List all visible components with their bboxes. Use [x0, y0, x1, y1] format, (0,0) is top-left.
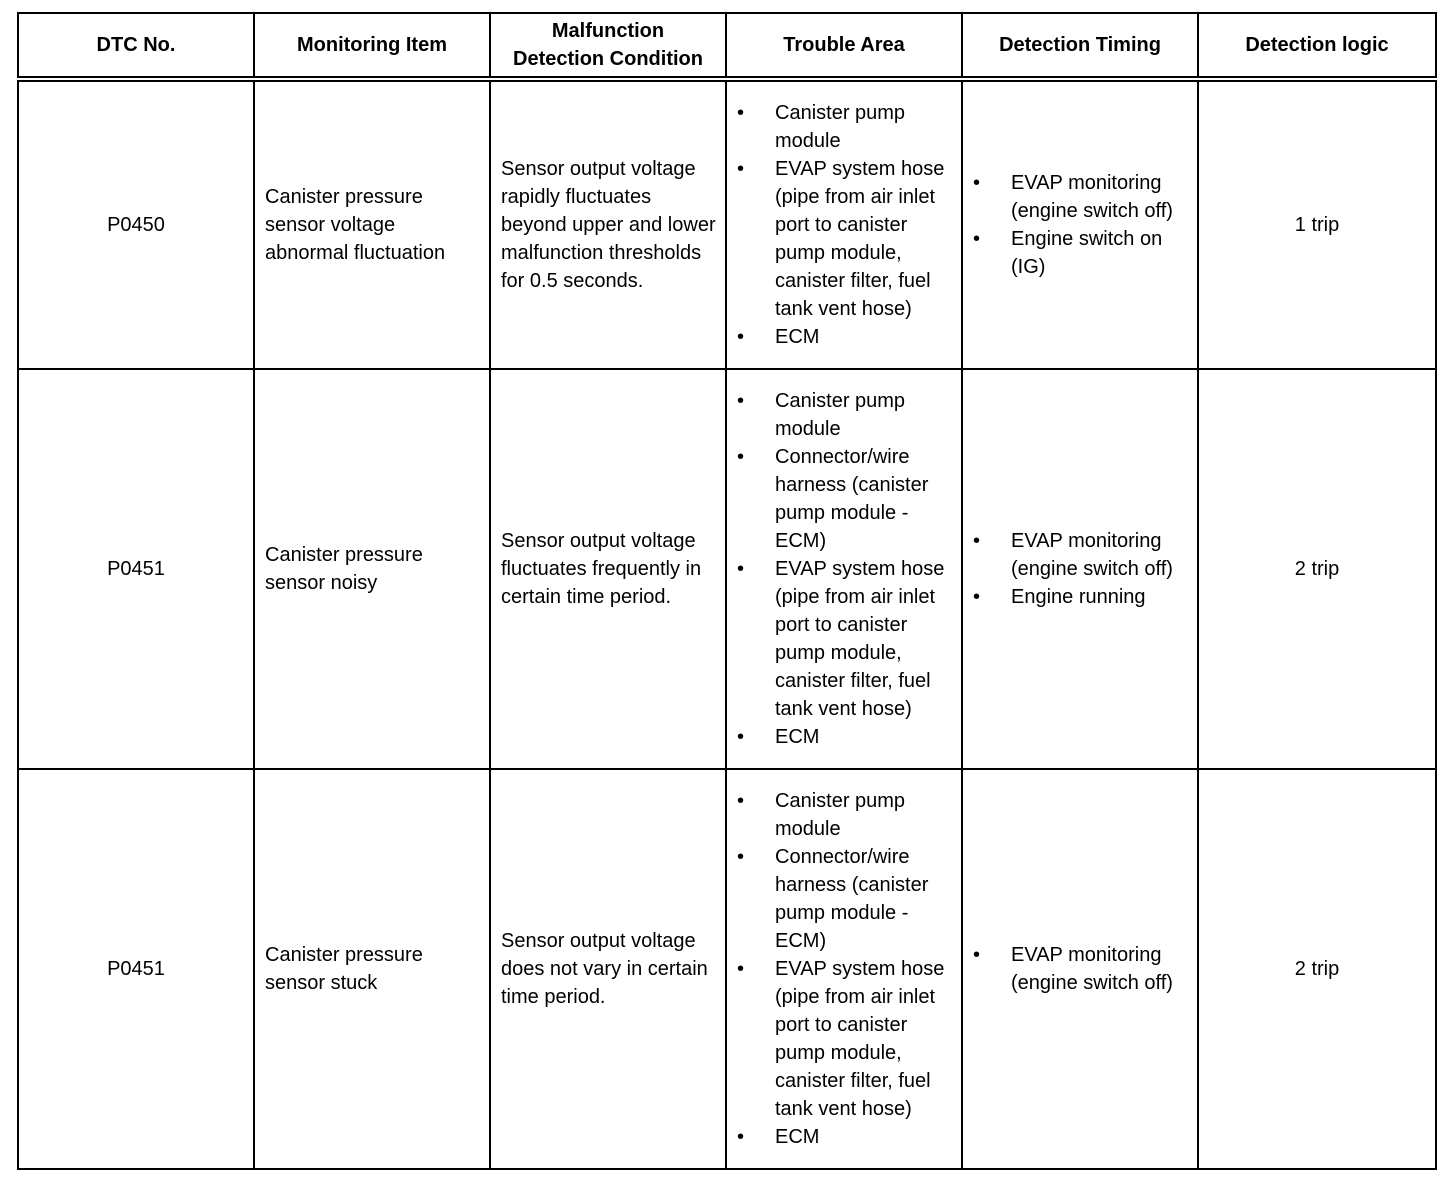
detection-logic-cell: 2 trip — [1198, 769, 1436, 1169]
table-row — [18, 79, 1436, 369]
header-trouble-area: Trouble Area — [726, 13, 962, 79]
list-item: • Canister pump module — [727, 787, 957, 843]
list-item: • ECM — [727, 323, 957, 351]
detection-timing-cell — [962, 769, 1198, 1169]
list-item: • Canister pump module — [727, 387, 957, 443]
list-item: • EVAP monitoring (engine switch off) — [963, 169, 1193, 225]
dtc-cell: P0450 — [18, 79, 254, 369]
detection-condition-cell: Sensor output voltage rapidly fluctuates beyond upper and lower malfunction thresholds for 0.5 seconds. — [490, 79, 726, 369]
dtc-cell: P0451 — [18, 369, 254, 769]
list-item: • EVAP system hose (pipe from air inlet port to canister pump module, canister filter, fuel tank vent hose) — [727, 555, 957, 723]
list-item: • EVAP monitoring (engine switch off) — [963, 941, 1193, 997]
detection-timing-list — [963, 169, 1197, 281]
header-row — [18, 13, 1436, 79]
header-condition-line2: Detection Condition — [513, 48, 703, 70]
header-detection-timing: Detection Timing — [962, 13, 1198, 79]
trouble-area-list — [727, 787, 961, 1151]
detection-timing-list — [963, 527, 1197, 611]
trouble-area-cell — [726, 79, 962, 369]
list-item: • ECM — [727, 1123, 957, 1151]
table-row — [18, 769, 1436, 1169]
monitoring-item-cell: Canister pressure sensor noisy — [254, 369, 490, 769]
detection-condition-cell: Sensor output voltage does not vary in certain time period. — [490, 769, 726, 1169]
detection-logic-cell: 1 trip — [1198, 79, 1436, 369]
list-item: • ECM — [727, 723, 957, 751]
dtc-cell: P0451 — [18, 769, 254, 1169]
detection-timing-list — [963, 941, 1197, 997]
list-item: • Engine switch on (IG) — [963, 225, 1193, 281]
trouble-area-list — [727, 99, 961, 351]
trouble-area-cell — [726, 769, 962, 1169]
trouble-area-cell — [726, 369, 962, 769]
header-condition-line1: Malfunction — [551, 20, 665, 42]
list-item: • Engine running — [963, 583, 1193, 611]
header-detection-logic: Detection logic — [1198, 13, 1436, 79]
trouble-area-list — [727, 387, 961, 751]
table-row — [18, 369, 1436, 769]
monitoring-item-cell: Canister pressure sensor stuck — [254, 769, 490, 1169]
detection-condition-cell: Sensor output voltage fluctuates frequently in certain time period. — [490, 369, 726, 769]
header-detection-condition — [490, 13, 726, 79]
header-dtc-no: DTC No. — [18, 13, 254, 79]
detection-logic-cell: 2 trip — [1198, 369, 1436, 769]
detection-timing-cell — [962, 79, 1198, 369]
header-monitoring-item: Monitoring Item — [254, 13, 490, 79]
monitoring-item-cell: Canister pressure sensor voltage abnormal fluctuation — [254, 79, 490, 369]
list-item: • Canister pump module — [727, 99, 957, 155]
list-item: • EVAP system hose (pipe from air inlet port to canister pump module, canister filter, fuel tank vent hose) — [727, 155, 957, 323]
list-item: • Connector/wire harness (canister pump module - ECM) — [727, 843, 957, 955]
list-item: • EVAP system hose (pipe from air inlet port to canister pump module, canister filter, fuel tank vent hose) — [727, 955, 957, 1123]
detection-timing-cell — [962, 369, 1198, 769]
list-item: • Connector/wire harness (canister pump module - ECM) — [727, 443, 957, 555]
dtc-table — [17, 12, 1437, 1170]
list-item: • EVAP monitoring (engine switch off) — [963, 527, 1193, 583]
